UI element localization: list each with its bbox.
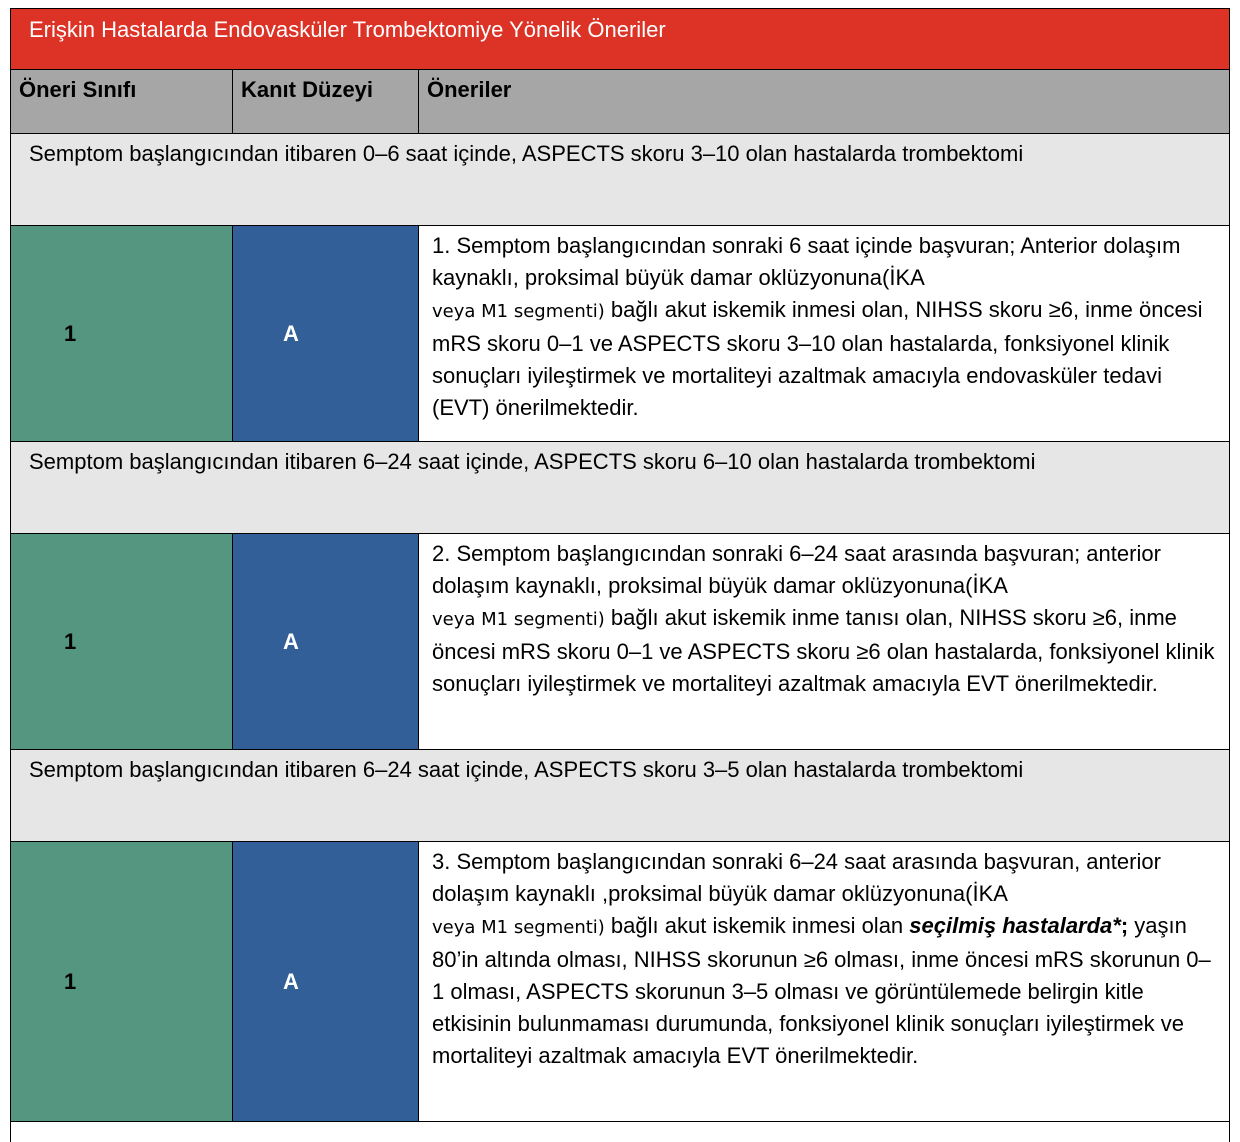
recommendation-row-2 <box>10 534 1230 750</box>
section-heading-1: Semptom başlangıcından itibaren 0–6 saat içinde, ASPECTS skoru 3–10 olan hastalarda trombektomi <box>10 134 1230 226</box>
table-bottom <box>10 1122 1230 1142</box>
class-cell-1: 1 <box>11 226 233 441</box>
recommendation-text-3: 3. Semptom başlangıcından sonraki 6–24 saat arasında başvuran, anterior dolaşım kaynaklı ,proksimal büyük damar oklüzyonuna(İKA veya M1 segmenti) bağlı akut iskemik inmesi olan seçilmiş hastalarda*; yaşın 80’in altında olması, NIHSS skorunun ≥6 olması, inme öncesi mRS skorunun 0–1 olması, ASPECTS skorunun 3–5 olması ve görüntülemede belirgin kitle etkisinin bulunmaması durumunda, fonksiyonel klinik sonuçları iyileştirmek ve mortaliteyi azaltmak amacıyla EVT önerilmektedir. <box>432 849 1211 1068</box>
recommendations-table <box>10 8 1230 1142</box>
header-class: Öneri Sınıfı <box>11 70 233 133</box>
table-title: Erişkin Hastalarda Endovasküler Trombektomiye Yönelik Öneriler <box>10 8 1230 70</box>
recommendation-row-1 <box>10 226 1230 442</box>
header-level: Kanıt Düzeyi <box>233 70 419 133</box>
section-heading-2: Semptom başlangıcından itibaren 6–24 saat içinde, ASPECTS skoru 6–10 olan hastalarda trombektomi <box>10 442 1230 534</box>
header-row <box>10 70 1230 134</box>
class-cell-2: 1 <box>11 534 233 749</box>
header-recommendations: Öneriler <box>427 77 512 102</box>
class-cell-3: 1 <box>11 842 233 1121</box>
level-cell-2: A <box>233 534 419 749</box>
level-cell-1: A <box>233 226 419 441</box>
recommendation-text-2: 2. Semptom başlangıcından sonraki 6–24 saat arasında başvuran; anterior dolaşım kaynaklı, proksimal büyük damar oklüzyonuna(İKA veya M1 segmenti) bağlı akut iskemik inme tanısı olan, NIHSS skoru ≥6, inme öncesi mRS skoru 0–1 ve ASPECTS skoru ≥6 olan hastalarda, fonksiyonel klinik sonuçları iyileştirmek ve mortaliteyi azaltmak amacıyla EVT önerilmektedir. <box>432 541 1215 696</box>
level-cell-3: A <box>233 842 419 1121</box>
recommendation-row-3 <box>10 842 1230 1122</box>
section-heading-3: Semptom başlangıcından itibaren 6–24 saat içinde, ASPECTS skoru 3–5 olan hastalarda trombektomi <box>10 750 1230 842</box>
recommendation-text-1: 1. Semptom başlangıcından sonraki 6 saat içinde başvuran; Anterior dolaşım kaynaklı, proksimal büyük damar oklüzyonuna(İKA veya M1 segmenti) bağlı akut iskemik inmesi olan, NIHSS skoru ≥6, inme öncesi mRS skoru 0–1 ve ASPECTS skoru 3–10 olan hastalarda, fonksiyonel klinik sonuçları iyileştirmek ve mortaliteyi azaltmak amacıyla endovasküler tedavi (EVT) önerilmektedir. <box>432 233 1203 420</box>
